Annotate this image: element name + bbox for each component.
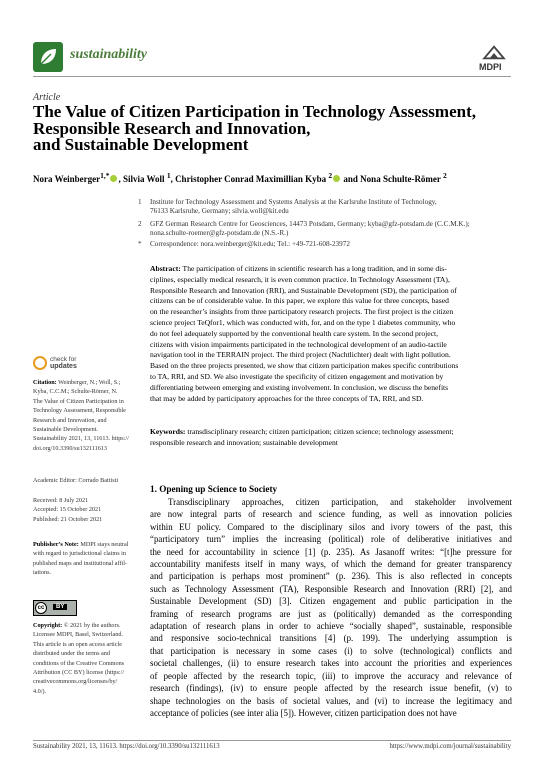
copyright-label: Copyright: — [33, 622, 63, 629]
published-date: Published: 21 October 2021 — [33, 515, 103, 523]
keywords-line: transdisciplinary research; citizen participation; citizen science; technology assessment; — [185, 427, 454, 436]
copyright-line: conditions of the Creative Commons — [33, 659, 125, 667]
author-name: , Silvia Woll — [118, 174, 165, 184]
copyright-line: Licensee MDPI, Basel, Switzerland. — [33, 631, 124, 639]
leaf-icon — [33, 42, 63, 72]
copyright-line: Attribution (CC BY) license (https:// — [33, 669, 125, 677]
footer-citation[interactable]: Sustainability 2021, 13, 11613. https://doi.org/10.3390/su132111613 — [33, 743, 220, 750]
article-type: Article — [33, 92, 61, 103]
abstract-line: Based on the three projects presented, we show that citizen participation makes specific contributions — [150, 361, 459, 371]
body-line: and participation is perhaps most prominent” (p. 236). This is also reflected in concepts — [150, 571, 512, 582]
citation-line: Sustainable Development. — [33, 426, 98, 434]
publisher-name: MDPI — [479, 62, 502, 72]
correspondence — [138, 240, 512, 249]
publisher-note — [33, 540, 141, 578]
body-line: that participation is necessary in some cases (i) to solve (technological) conflicts and — [150, 645, 512, 656]
body-line: acceptance of policies (see inter alia [5]). However, citizen participation does not have — [150, 707, 457, 718]
abstract-line: The participation of citizens in scientific research has a long tradition, and in some dis- — [180, 264, 447, 273]
body-line: the need for accountability in science [1] (p. 235). As Jasanoff writes: “[t]he pressure for — [150, 546, 512, 557]
affiliation-line: Institute for Technology Assessment and Systems Analysis at the Karlsruhe Institute of Technology, — [150, 198, 437, 206]
body-text — [150, 496, 512, 719]
citation-line: Weinberger, N.; Woll, S.; — [56, 379, 121, 386]
citation-label: Citation: — [33, 379, 57, 386]
body-line: “participatory turn” implies the increasing (political) role of deliberative initiatives and — [150, 534, 512, 545]
footer-journal-url[interactable]: https://www.mdpi.com/journal/sustainability — [389, 743, 511, 750]
abstract-line: science project TeQfor1, which was conducted with, for, and on the type 1 diabetes community, who — [150, 317, 456, 327]
author-affiliation-mark: 1 — [166, 171, 171, 180]
affiliation-mark: 1 — [138, 198, 142, 206]
body-line: research (findings), (iv) to ensure people affected by the research issue benefit, (v) to — [150, 683, 512, 694]
citation-line: Research and Innovation, and — [33, 416, 107, 424]
affiliation-line: Correspondence: nora.weinberger@kit.edu; Tel.: +49-721-608-23972 — [150, 240, 350, 248]
abstract-line: to TA, RRI, and SD. We also investigate the specificity of citizen engagement and motivation by — [150, 371, 444, 381]
copyright-block — [33, 621, 141, 696]
citation-block — [33, 378, 141, 453]
copyright-line: This article is an open access article — [33, 640, 122, 648]
body-line: within EU policy. Compared to the disciplinary silos and ivory towers of the past, this — [150, 521, 512, 532]
body-line: such as Technology Assessment (TA), Responsible Research and Innovation (RRI) [2], and — [150, 583, 512, 594]
author-affiliation-mark: 1,* — [100, 171, 110, 180]
title-line: and Sustainable Development — [33, 135, 249, 154]
note-label: Publisher’s Note: — [33, 541, 79, 548]
body-line: adaptation of research plans in order to achieve “socially shaped”, sustainable, responsible — [150, 621, 512, 632]
abstract-line: do not feel adequately supported by the conventional health care system. In the second project, — [150, 328, 439, 338]
received-date: Received: 8 July 2021 — [33, 497, 89, 504]
citation-doi-link[interactable]: doi.org/10.3390/su132111613 — [33, 444, 108, 452]
orcid-icon[interactable] — [333, 175, 340, 182]
author-affiliation-mark: 2 — [443, 171, 447, 180]
dates-block — [33, 496, 141, 524]
body-line: framing of research programs are just as (politically) demanded as the corresponding — [150, 608, 512, 619]
copyright-line: © 2021 by the authors. — [62, 622, 121, 629]
by-icon: BY — [53, 604, 67, 610]
author-name: , Christopher Conrad Maximillian Kyba — [170, 174, 327, 184]
abstract-line: that may be added by participatory approaches for the three concepts of TA, RRI, and SD. — [150, 393, 424, 403]
abstract-label: Abstract: — [150, 264, 181, 273]
citation-line: Technology Assessment, Responsible — [33, 407, 126, 415]
citation-line: The Value of Citizen Participation in — [33, 397, 124, 405]
body-line: Sustainable Development (SD) [3]. Citizen engagement and public participation in the — [150, 596, 512, 607]
copyright-line: distributed under the terms and — [33, 650, 110, 658]
cc-icon: cc — [35, 602, 47, 614]
orcid-icon[interactable] — [110, 175, 117, 182]
paper-title — [33, 104, 503, 154]
abstract-line: citizens can be of considerable value. In this paper, we explore this value for three concepts, based — [150, 296, 449, 306]
abstract-line: ciplines, especially medical research, it is even common practice. In Technology Assessment (TA), — [150, 274, 450, 284]
note-line: MDPI stays neutral — [78, 541, 129, 548]
author-name: Nora Weinberger — [33, 174, 101, 184]
check-for-updates-label[interactable] — [50, 356, 77, 370]
affiliation-mark: * — [138, 240, 142, 248]
academic-editor: Academic Editor: Corrado Battisti — [33, 477, 119, 484]
affiliation-line: nona.schulte-roemer@gfz-potsdam.de (N.S.-R.) — [150, 229, 289, 237]
keywords-line: responsible research and innovation; sustainable development — [150, 437, 338, 447]
body-line: are now integral parts of research and science funding, as well as innovation policies — [150, 509, 512, 520]
citation-line: Sustainability 2021, 13, 11613. https:// — [33, 435, 129, 443]
check-line: updates — [50, 363, 77, 370]
accepted-date: Accepted: 15 October 2021 — [33, 506, 102, 514]
abstract-line: navigation tool in the TERRAIN project. The third project (Nachtlichter) dealt with light pollution. — [150, 350, 451, 360]
abstract-line: on the researcher’s insights from three participatory research projects. The first project is the citizen — [150, 307, 454, 317]
body-line: societal challenges, (ii) to ensure research takes into account the priorities and experiences — [150, 658, 512, 669]
footer-divider — [33, 740, 511, 741]
affiliation-line: GFZ German Research Centre for Geosciences, 14473 Potsdam, Germany; kyba@gfz-potsdam.de (C.C.M.K.); — [150, 220, 470, 228]
citation-line: Kyba, C.C.M.; Schulte-Römer, N. — [33, 388, 118, 396]
license-link[interactable]: creativecommons.org/licenses/by/ — [33, 678, 118, 686]
title-line: Responsible Research and Innovation, — [33, 118, 311, 138]
mdpi-mark-icon — [479, 44, 509, 62]
copyright-line: 4.0/). — [33, 687, 47, 695]
affiliation-mark: 2 — [138, 220, 142, 228]
keywords-label: Keywords: — [150, 427, 186, 436]
body-line: shape technologies on the basis of societal values, and (vi) to increase the legitimacy and — [150, 695, 512, 706]
check-line: check for — [50, 356, 77, 363]
affiliation — [138, 198, 512, 216]
body-line: accountability manifests itself in many ways, of which the demand for greater transparency — [150, 559, 512, 570]
journal-logo — [33, 42, 63, 72]
note-line: published maps and institutional affil- — [33, 559, 128, 567]
author-list — [33, 171, 511, 184]
keywords — [150, 427, 512, 449]
body-line: of people affected by the research topic, (iii) to improve the accuracy and relevance of — [150, 670, 512, 681]
title-line: The Value of Citizen Participation in Technology Assessment, — [33, 102, 476, 121]
abstract-line: Responsible Research and Innovation (RRI), and Sustainable Development (SD), the participation of — [150, 285, 457, 295]
author-affiliation-mark: 2 — [328, 171, 333, 180]
section-heading: 1. Opening up Science to Society — [150, 484, 278, 494]
check-for-updates-icon[interactable] — [33, 356, 47, 370]
abstract-line: differentiating between emerging and existing involvement. In conclusion, we discuss the benefits — [150, 382, 449, 392]
journal-name[interactable]: sustainability — [70, 47, 148, 62]
body-line: Transdisciplinary approaches, citizen participation, and stakeholder involvement — [168, 497, 512, 507]
note-line: iations. — [33, 569, 52, 577]
abstract — [150, 264, 512, 404]
abstract-line: citizens with vision impairments participated in the technological development of an audio-tactile — [150, 339, 447, 349]
affiliation — [138, 220, 512, 238]
note-line: with regard to jurisdictional claims in — [33, 550, 126, 558]
affiliation-line: 76133 Karlsruhe, Germany; silvia.woll@kit.edu — [150, 207, 289, 215]
author-name: and Nona Schulte-Römer — [341, 174, 441, 184]
header-divider — [33, 76, 511, 77]
body-line: and responsive socio-technical transitions [4] (p. 199). The underlying assumption is — [150, 633, 512, 644]
